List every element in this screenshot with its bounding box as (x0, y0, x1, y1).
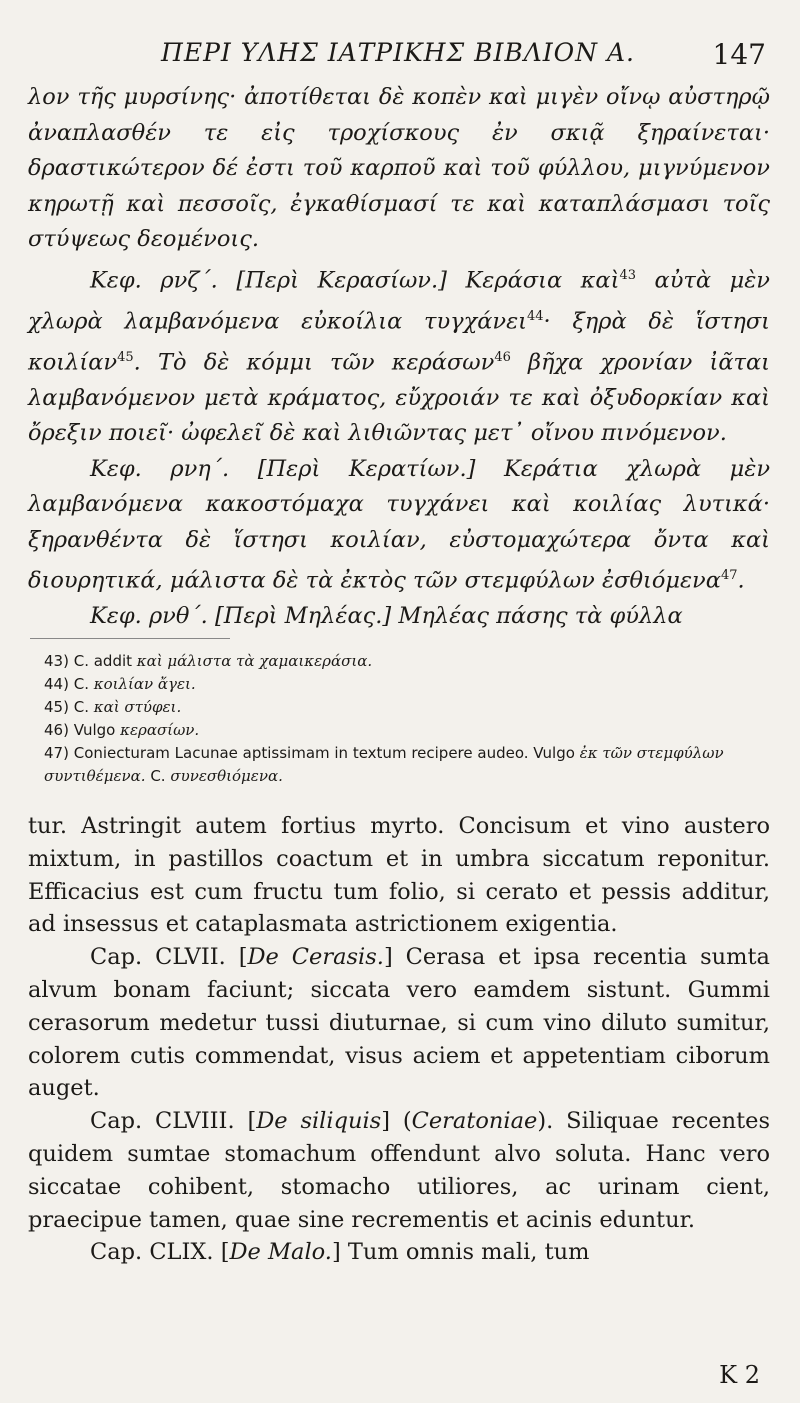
footnote-text: C. (68, 675, 94, 693)
footnote-greek: κοιλίαν ἄγει. (93, 675, 196, 693)
latin-text-block (28, 810, 770, 1269)
greek-text-span: βῆχα χρονίαν ἰᾶται λαμβανόμενον μετὰ κράματος, εὔχροιάν τε καὶ ὀξυδορκίαν καὶ ὄρεξιν ποιεῖ· ὠφελεῖ δὲ καὶ λιθιῶντας μετ᾽ οἴνου πινόμενον. (28, 349, 770, 446)
latin-paragraph-1-text: tur. Astringit autem fortius myrto. Concisum et vino austero mixtum, in pastillos coactum et in umbra siccatum reponitur. Efficacius est cum fructu tum folio, si cerato et pessis additur, ad insessus et cataplasmata astrictionem exigentia. (28, 813, 770, 938)
footnote-greek: καὶ στύφει. (93, 698, 182, 716)
footnote-number: 43) (44, 652, 69, 670)
footnote-number: 44) (44, 675, 69, 693)
greek-text-span: . (737, 567, 745, 594)
latin-paragraph-1 (28, 810, 770, 941)
footnote-greek: ἐκ τῶν στεμφύλων συντιθέμενα. (44, 744, 724, 785)
footnote-divider (30, 638, 230, 639)
footnotes (44, 650, 770, 788)
chapter-title: De Malo. (229, 1239, 332, 1266)
greek-paragraph-4 (28, 599, 770, 635)
footnote-ref-44: 44 (526, 308, 544, 324)
footnote-43 (44, 650, 770, 673)
footnote-ref-43: 43 (619, 267, 636, 283)
chapter-heading-157-greek: Κεφ. ρνη΄. [Περὶ Κερατίων.] (90, 455, 476, 482)
chapter-heading-159-latin: Cap. CLIX. (90, 1239, 214, 1266)
page-number: 147 (712, 38, 766, 71)
chapter-heading-157-latin: Cap. CLVII. (90, 944, 226, 971)
footnote-ref-45: 45 (117, 349, 134, 365)
greek-text-span: Κεράσια καὶ (446, 267, 620, 293)
latin-paragraph-3: Cap. CLVIII. [De siliquis] (Ceratoniae). Siliquae recentes quidem sumtae stomachum offendunt alvo soluta. Hanc vero siccatae cohibent, stomacho utiliores, ac urinam cient, praecipue tamen, quae sine recrementis et acinis eduntur. (28, 1108, 771, 1233)
greek-text-block (28, 80, 770, 635)
chapter-subtitle: Ceratoniae (411, 1108, 538, 1135)
footnote-greek: συνεσθιόμενα. (170, 767, 283, 785)
footnote-46 (44, 719, 770, 742)
footnote-45 (44, 696, 770, 719)
footnote-ref-47: 47 (720, 568, 738, 583)
greek-text-span: αὐτὰ μὲν χλωρὰ λαμβανόμενα εὐκοίλια τυγχάνει (28, 267, 770, 334)
greek-text-span: . Τὸ δὲ κόμμι τῶν κεράσων (133, 349, 495, 375)
footnote-text: Coniecturam Lacunae aptissimam in textum recipere audeo. Vulgo (68, 744, 580, 762)
latin-text-span: Cerasa et ipsa recentia sumta alvum bonam faciunt; siccata vero eamdem sistunt. Gummi cerasorum medetur tussi diuturnae, si cum vino diluto sumitur, colorem cutis commendat, visus aciem et appetentiam ciborum auget. (28, 944, 770, 1102)
footnote-greek: καὶ μάλιστα τὰ χαμαικεράσια. (136, 652, 373, 670)
footnote-number: 45) (44, 698, 69, 716)
page-header (30, 38, 766, 78)
greek-text-span: · ξηρὰ δὲ ἵστησι κοιλίαν (28, 308, 771, 375)
greek-text-span: Μηλέας πάσης τὰ φύλλα (391, 603, 683, 629)
greek-text-span: Κεράτια χλωρὰ μὲν λαμβανόμενα κακοστόμαχα τυγχάνει καὶ κοιλίας λυτικά· ξηρανθέντα δὲ ἵστησι κοιλίαν, εὐστομαχώτερα ὄντα καὶ διουρητικά, μάλιστα δὲ τὰ ἐκτὸς τῶν στεμφύλων ἐσθιόμενα (28, 455, 771, 594)
chapter-title: De Cerasis. (247, 944, 384, 971)
footnote-text: C. (145, 767, 171, 785)
footnote-ref-46: 46 (494, 349, 511, 365)
greek-paragraph-1 (28, 80, 770, 258)
latin-paragraph-4: Cap. CLIX. [De Malo.] Tum omnis mali, tum (90, 1239, 590, 1266)
footnote-greek: κερασίων. (120, 721, 200, 739)
footnote-number: 46) (44, 721, 69, 739)
latin-text-span: Siliquae recentes quidem sumtae stomachum offendunt alvo soluta. Hanc vero siccatae cohibent, stomacho utiliores, ac urinam cient, praecipue tamen, quae sine recrementis et acinis eduntur. (28, 1108, 771, 1233)
printer-signature: K 2 (719, 1361, 760, 1389)
chapter-heading-156-greek: Κεφ. ρνζ΄. [Περὶ Κερασίων.] (90, 267, 447, 293)
footnote-text: Vulgo (68, 721, 121, 739)
chapter-heading-158-greek: Κεφ. ρνθ΄. [Περὶ Μηλέας.] (90, 603, 392, 629)
latin-text-span: Tum omnis mali, tum (340, 1239, 590, 1266)
footnote-47 (44, 742, 770, 788)
running-title: ΠΕΡΙ ΥΛΗΣ ΙΑΤΡΙΚΗΣ ΒΙΒΛΙΟΝ Α. (161, 38, 635, 67)
greek-paragraph-1-text: λον τῆς μυρσίνης· ἀποτίθεται δὲ κοπὲν καὶ μιγὲν οἴνῳ αὐστηρῷ ἀναπλασθέν τε εἰς τροχίσκους ἐν σκιᾷ ξηραίνεται· δραστικώτερον δέ ἐστι τοῦ καρποῦ καὶ τοῦ φύλλου, μιγνύμενον κηρωτῇ καὶ πεσσοῖς, ἐγκαθίσμασί τε καὶ καταπλάσμασι τοῖς στύψεως δεομένοις. (28, 84, 770, 252)
footnote-44 (44, 673, 770, 696)
latin-paragraph-2: Cap. CLVII. [De Cerasis.] Cerasa et ipsa recentia sumta alvum bonam faciunt; siccata vero eamdem sistunt. Gummi cerasorum medetur tussi diuturnae, si cum vino diluto sumitur, colorem cutis commendat, visus aciem et appetentiam ciborum auget. (28, 944, 770, 1102)
footnote-text: C. addit (68, 652, 137, 670)
greek-paragraph-3 (28, 452, 770, 600)
chapter-heading-158-latin: Cap. CLVIII. (90, 1108, 235, 1135)
footnote-number: 47) (44, 744, 69, 762)
chapter-title: De siliquis (256, 1108, 382, 1135)
footnote-text: C. (68, 698, 94, 716)
greek-paragraph-2 (28, 258, 770, 452)
